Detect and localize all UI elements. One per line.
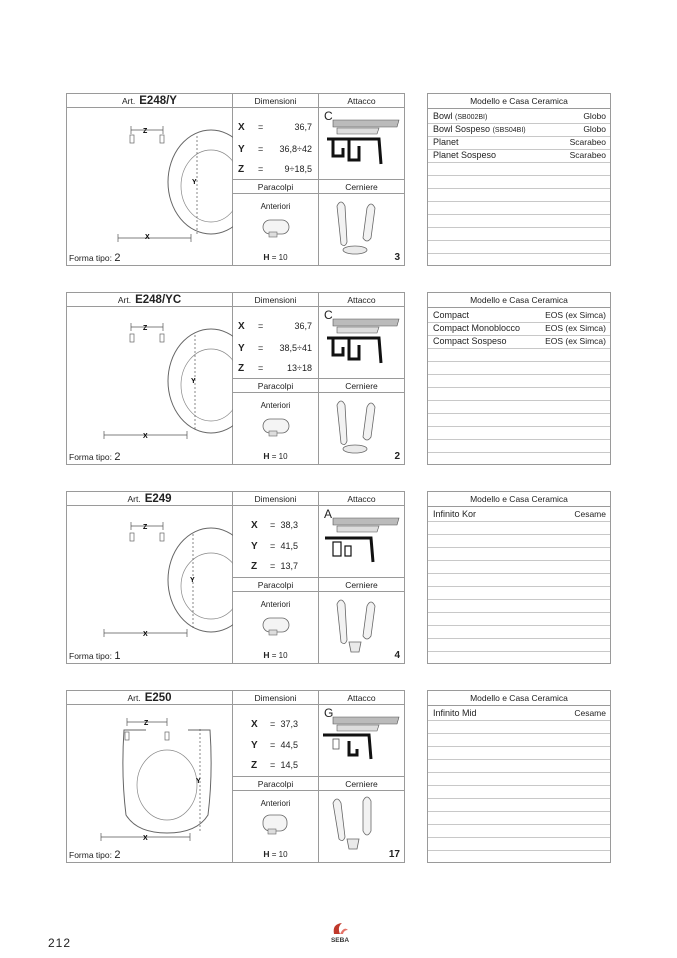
y-axis-label: Y — [191, 378, 196, 385]
dim-x-value: 36,7 — [294, 122, 312, 132]
dim-z-value: 13,7 — [280, 561, 298, 571]
shape-type: Forma tipo: 2 — [69, 451, 121, 463]
seat-drawing — [67, 506, 233, 663]
article-code: E248/YC — [135, 294, 182, 306]
attachment-type: G — [324, 706, 334, 720]
dimensions-header: Dimensioni — [233, 293, 319, 307]
dimensions-header: Dimensioni — [233, 94, 319, 108]
z-axis-label: Z — [143, 524, 148, 531]
attachment-hinge-icon — [319, 506, 404, 578]
hinge-number: 4 — [394, 650, 400, 661]
toilet-seat-outline-icon — [67, 506, 233, 663]
hinge-icon — [319, 393, 404, 464]
dim-z-value: 13÷18 — [287, 363, 312, 373]
hinges-panel — [319, 393, 404, 464]
attachment-type: C — [324, 308, 333, 322]
dimensions-panel: X = 36,7 Y = 36,8÷42 Z = 9÷18,5 — [233, 108, 319, 180]
dimensions-header: Dimensioni — [233, 492, 319, 506]
shape-type: Forma tipo: 2 — [69, 252, 121, 264]
article-code: E249 — [144, 493, 172, 505]
x-axis-label: X — [143, 433, 148, 440]
z-axis-label: Z — [144, 720, 149, 727]
models-header: Modello e Casa Ceramica — [428, 492, 610, 507]
dimensions-panel: X = 37,3 Y = 44,5 Z = 14,5 — [233, 705, 319, 777]
models-table-3: Modello e Casa Ceramica Infinito Kor Cesame — [427, 491, 611, 664]
models-table-1: Modello e Casa Ceramica Bowl (SB002BI) Globo Bowl Sospeso (SBS04BI) Globo Planet Scarabeo Planet Sospeso Scarabeo — [427, 93, 611, 266]
attachment-panel — [319, 506, 404, 578]
bumper-height: = 10 — [271, 253, 288, 262]
seba-logo: SEBA — [326, 920, 354, 948]
product-card-1 — [66, 93, 405, 266]
dim-x-value: 37,3 — [280, 719, 298, 729]
article-header: Art. E250 — [67, 691, 233, 705]
hinges-header: Cerniere — [319, 578, 404, 592]
attachment-hinge-icon — [319, 705, 404, 777]
hinges-panel — [319, 791, 404, 862]
attachment-header: Attacco — [319, 691, 404, 705]
shape-type: Forma tipo: 1 — [69, 650, 121, 662]
bumpers-panel: Anteriori H = 10 — [233, 393, 319, 464]
shape-type: Forma tipo: 2 — [69, 849, 121, 861]
hinges-panel — [319, 592, 404, 663]
bumpers-panel: Anteriori H = 10 — [233, 791, 319, 862]
bumpers-header: Paracolpi — [233, 379, 319, 393]
toilet-seat-outline-icon — [67, 307, 233, 464]
x-axis-label: X — [145, 234, 150, 241]
hinge-number: 3 — [394, 252, 400, 263]
attachment-type: C — [324, 109, 333, 123]
y-axis-label: Y — [196, 778, 201, 785]
dim-y-value: 41,5 — [280, 541, 298, 551]
models-header: Modello e Casa Ceramica — [428, 94, 610, 109]
bumpers-header: Paracolpi — [233, 777, 319, 791]
hinges-header: Cerniere — [319, 777, 404, 791]
product-card-3 — [66, 491, 405, 664]
attachment-panel — [319, 705, 404, 777]
attachment-hinge-icon — [319, 307, 404, 379]
bumper-height: = 10 — [271, 651, 288, 660]
models-table-2: Modello e Casa Ceramica Compact EOS (ex Simca) Compact Monoblocco EOS (ex Simca) Compact Sospeso EOS (ex Simca) — [427, 292, 611, 465]
z-axis-label: Z — [143, 128, 148, 135]
dim-z-value: 14,5 — [280, 760, 298, 770]
dim-z-value: 9÷18,5 — [284, 164, 312, 174]
models-header: Modello e Casa Ceramica — [428, 293, 610, 308]
x-axis-label: X — [143, 835, 148, 842]
product-card-4 — [66, 690, 405, 863]
seba-logo-icon — [326, 920, 354, 938]
seat-drawing — [67, 705, 233, 862]
dim-x-value: 36,7 — [294, 321, 312, 331]
article-header: Art. E248/YC — [67, 293, 233, 307]
dim-x-value: 38,3 — [280, 520, 298, 530]
hinge-number: 2 — [394, 451, 400, 462]
bumpers-header: Paracolpi — [233, 180, 319, 194]
attachment-panel — [319, 307, 404, 379]
attachment-header: Attacco — [319, 492, 404, 506]
toilet-seat-outline-icon — [67, 705, 233, 862]
attachment-type: A — [324, 507, 333, 521]
attachment-panel — [319, 108, 404, 180]
article-header: Art. E249 — [67, 492, 233, 506]
bumper-height: = 10 — [271, 850, 288, 859]
hinges-header: Cerniere — [319, 180, 404, 194]
article-header: Art. E248/Y — [67, 94, 233, 108]
bumpers-panel: Anteriori H = 10 — [233, 194, 319, 265]
dim-y-value: 36,8÷42 — [279, 144, 312, 154]
dim-y-value: 44,5 — [280, 740, 298, 750]
y-axis-label: Y — [190, 577, 195, 584]
hinges-header: Cerniere — [319, 379, 404, 393]
dimensions-panel: X = 38,3 Y = 41,5 Z = 13,7 — [233, 506, 319, 578]
models-header: Modello e Casa Ceramica — [428, 691, 610, 706]
hinge-number: 17 — [388, 849, 400, 860]
toilet-seat-outline-icon — [67, 108, 233, 265]
product-card-2 — [66, 292, 405, 465]
page-number: 212 — [48, 936, 72, 950]
attachment-header: Attacco — [319, 94, 404, 108]
dimensions-header: Dimensioni — [233, 691, 319, 705]
hinges-panel — [319, 194, 404, 265]
x-axis-label: X — [143, 631, 148, 638]
bumper-height: = 10 — [271, 452, 288, 461]
hinge-icon — [319, 592, 404, 663]
z-axis-label: Z — [143, 325, 148, 332]
attachment-header: Attacco — [319, 293, 404, 307]
y-axis-label: Y — [192, 179, 197, 186]
dim-y-value: 38,5÷41 — [279, 343, 312, 353]
dimensions-panel: X = 36,7 Y = 38,5÷41 Z = 13÷18 — [233, 307, 319, 379]
bumpers-panel: Anteriori H = 10 — [233, 592, 319, 663]
attachment-hinge-icon — [319, 108, 404, 180]
hinge-icon — [319, 194, 404, 265]
bumpers-header: Paracolpi — [233, 578, 319, 592]
seat-drawing — [67, 108, 233, 265]
seat-drawing — [67, 307, 233, 464]
article-code: E250 — [144, 692, 172, 704]
models-table-4: Modello e Casa Ceramica Infinito Mid Cesame — [427, 690, 611, 863]
article-code: E248/Y — [139, 95, 177, 107]
